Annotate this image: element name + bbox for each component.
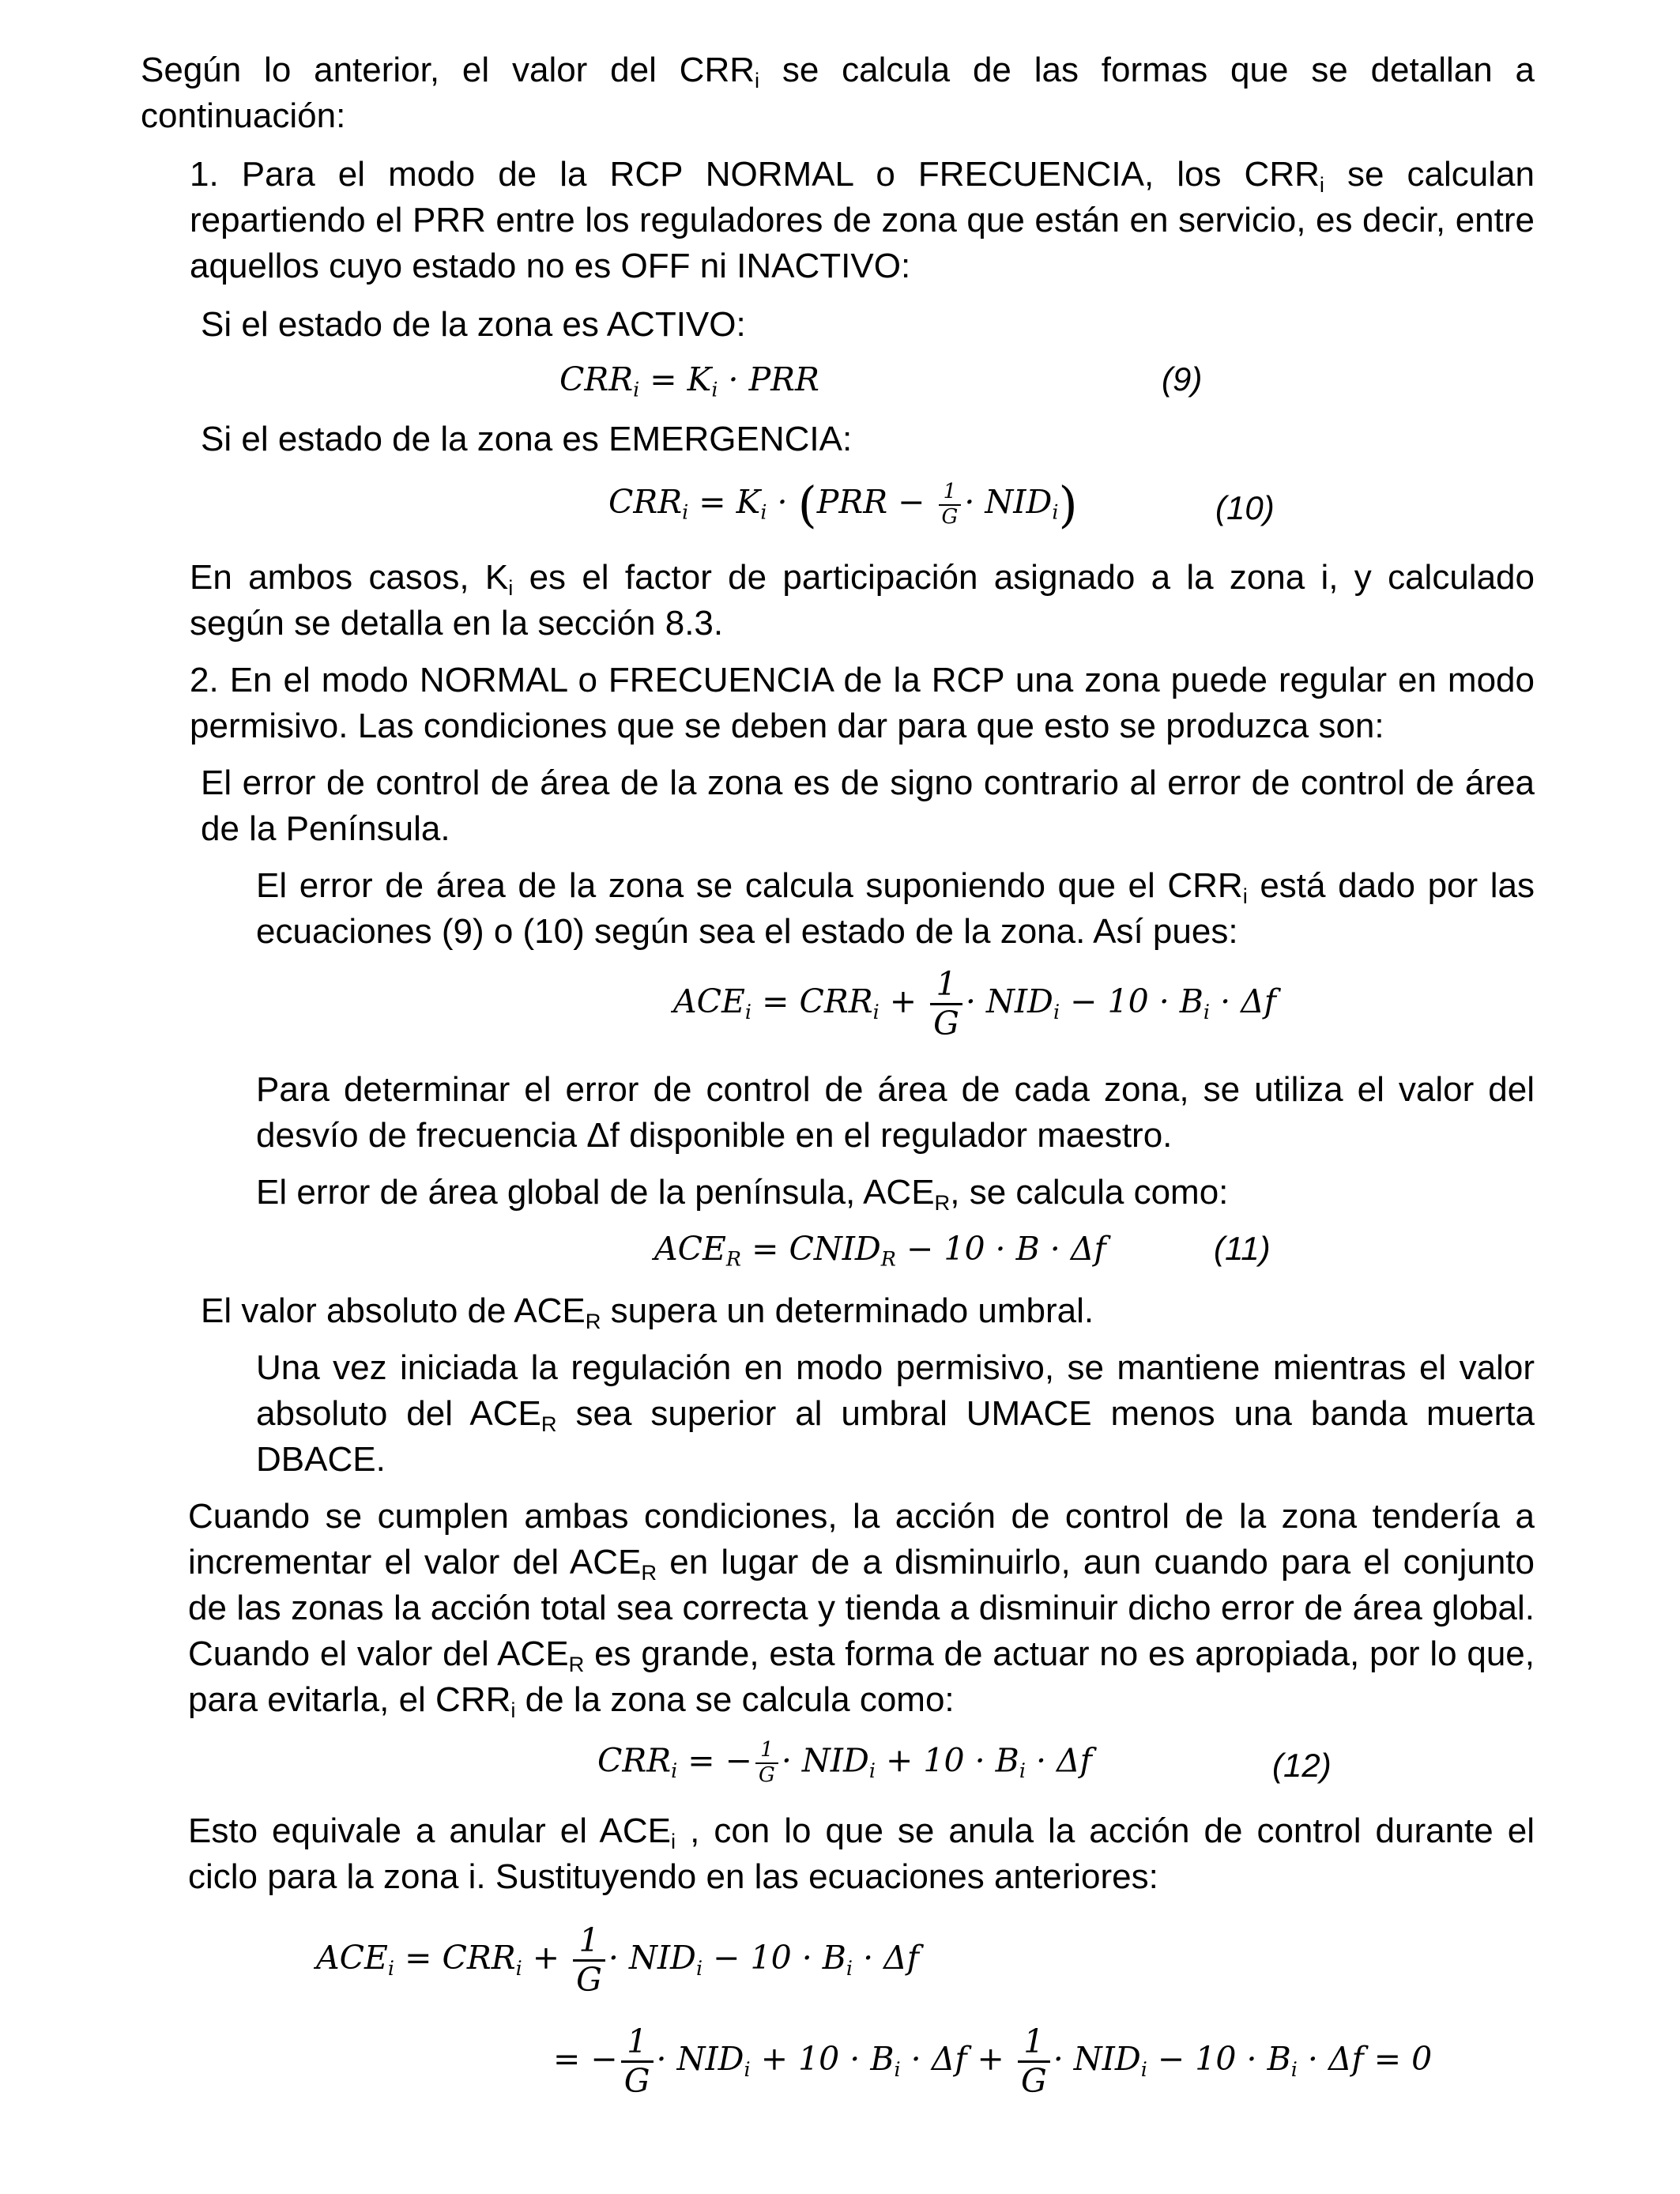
intro-paragraph — [141, 47, 1535, 139]
math-token: 1 — [1023, 2022, 1045, 2060]
math-token: supera un determinado umbral. — [601, 1291, 1094, 1330]
math-token: i — [387, 1955, 395, 1980]
fraction — [755, 1739, 778, 1788]
item-1-text: 1. Para el modo de la RCP NORMAL o FRECUENCIA, los CRR — [190, 155, 1320, 194]
condition-1-text: El error de control de área de la zona es de signo contrario al error de control de área de la Península. — [201, 763, 1535, 848]
math-token: − 10 · B — [1060, 982, 1203, 1021]
math-token: = CRR — [394, 1939, 516, 1977]
math-token: · NID — [1053, 2040, 1141, 2079]
math-token: + — [522, 1939, 571, 1977]
math-token: ACE — [316, 1939, 388, 1977]
math-token: i — [711, 377, 718, 401]
final-equation-line-1 — [316, 1922, 919, 1999]
math-token: i — [894, 2056, 901, 2081]
math-token: es grande, esta forma de actuar no es apropiada, por lo que, para evitarla, el CRR — [188, 1634, 1535, 1719]
condition-1 — [201, 760, 1535, 852]
fraction — [621, 2023, 654, 2100]
math-token: , con lo que se anula la acción de control durante el ciclo para la zona i. Sustituyendo en las ecuaciones anteriores: — [188, 1811, 1535, 1896]
math-token: i — [1052, 499, 1059, 524]
math-token: es el factor de participación asignado a la zona i, y calculado según se detalla en la sección 8.3. — [190, 558, 1535, 643]
math-token: i — [846, 1955, 853, 1980]
equation-10-number: (10) — [1215, 489, 1275, 526]
math-token: = K — [688, 483, 761, 521]
math-token: PRR − — [816, 483, 936, 521]
math-token: de la zona se calcula como: — [515, 1680, 955, 1719]
emergencia-line: Si el estado de la zona es EMERGENCIA: — [201, 420, 853, 458]
math-token: El error de área global de la península, ACE — [256, 1173, 935, 1212]
math-token: i — [1140, 2056, 1147, 2081]
math-token: G — [621, 2060, 654, 2100]
math-token: R — [725, 1246, 742, 1271]
condition-2 — [201, 1288, 1535, 1334]
ambos-paragraph — [190, 555, 1535, 647]
math-token: CRR — [597, 1741, 672, 1780]
math-token: 1 — [760, 1738, 774, 1762]
equation-12 — [597, 1739, 1092, 1788]
math-token: 1 — [936, 965, 957, 1003]
math-token: está dado por las ecuaciones (9) o (10) según sea el estado de la zona. Así pues: — [256, 866, 1535, 951]
math-token: R — [880, 1246, 896, 1271]
error-zona-paragraph — [256, 863, 1535, 955]
math-token: i — [1242, 884, 1248, 909]
para-determinar-paragraph: Para determinar el error de control de área de cada zona, se utiliza el valor del desvío de frecuencia Δf disponible en el regulador maestro. — [256, 1070, 1535, 1155]
math-token: R — [585, 1309, 601, 1334]
fraction — [930, 966, 962, 1042]
math-token: = K — [639, 360, 712, 398]
math-token: i — [1019, 1759, 1026, 1783]
math-token: = − — [553, 2040, 618, 2079]
fraction — [939, 481, 962, 530]
math-token: · NID — [656, 2040, 744, 2079]
math-token: sea superior al umbral UMACE menos una banda muerta DBACE. — [256, 1394, 1535, 1479]
equation-10 — [608, 476, 1078, 533]
math-token: i — [744, 999, 752, 1023]
math-token: i — [868, 1759, 876, 1783]
math-token: i — [695, 1955, 703, 1980]
math-token: · NID — [964, 483, 1053, 521]
math-token: G — [939, 504, 962, 530]
math-token: G — [573, 1959, 605, 1999]
math-token: i — [633, 377, 640, 401]
math-token: − 10 · B — [703, 1939, 846, 1977]
final-equation-line-2 — [553, 2023, 1432, 2100]
equation-9 — [559, 360, 819, 401]
math-token: − 10 · B — [1147, 2040, 1291, 2079]
intro-text-cont: se calcula de las formas que se detallan a continuación: — [141, 51, 1535, 135]
math-token: ACE — [654, 1230, 726, 1268]
math-token: G — [1018, 2060, 1050, 2100]
math-token: En ambos casos, K — [190, 558, 509, 597]
math-token: en lugar de a disminuirlo, aun cuando para el conjunto de las zonas la acción total sea correcta y tienda a disminuir dicho error de área global. Cuando el valor del ACE — [188, 1543, 1535, 1673]
math-token: CRR — [608, 483, 683, 521]
activo-line: Si el estado de la zona es ACTIVO: — [201, 305, 746, 344]
item-2-paragraph: 2. En el modo NORMAL o FRECUENCIA de la RCP una zona puede regular en modo permisivo. Las condiciones que se deben dar para que esto se produzca son: — [190, 661, 1535, 745]
math-token: · — [767, 483, 798, 521]
math-token: i — [1290, 2056, 1298, 2081]
math-token: El valor absoluto de ACE — [201, 1291, 586, 1330]
math-token: · Δf — [1025, 1741, 1092, 1780]
math-token: · NID — [965, 982, 1053, 1021]
math-token: · PRR — [718, 360, 819, 398]
math-token: + — [879, 982, 928, 1021]
cuando-paragraph — [188, 1494, 1535, 1723]
math-token: + 10 · B — [875, 1741, 1019, 1780]
math-token: · Δf — [853, 1939, 919, 1977]
math-token: 1 — [627, 2022, 648, 2060]
math-token: · NID — [781, 1741, 869, 1780]
math-token: G — [930, 1003, 962, 1042]
math-token: = CNID — [741, 1230, 881, 1268]
math-token: ( — [797, 476, 817, 533]
equation-ace-i — [673, 966, 1276, 1042]
math-token: − 10 · B · Δf — [895, 1230, 1106, 1268]
math-token: R — [934, 1190, 951, 1216]
math-token: i — [682, 499, 689, 524]
math-token: i — [671, 1829, 676, 1854]
una-vez-paragraph — [256, 1345, 1535, 1483]
math-token: · Δf = 0 — [1297, 2040, 1433, 2079]
math-token: i — [508, 575, 514, 601]
equation-11-number: (11) — [1214, 1230, 1271, 1267]
equation-11 — [654, 1230, 1106, 1271]
intro-text: Según lo anterior, el valor del CRR — [141, 51, 755, 89]
math-token: ACE — [673, 982, 745, 1021]
math-token: · Δf + — [900, 2040, 1015, 2079]
math-token: · Δf — [1210, 982, 1276, 1021]
math-token: = CRR — [751, 982, 873, 1021]
math-token: i — [760, 499, 767, 524]
math-token: i — [1203, 999, 1211, 1023]
math-token: Una vez iniciada la regulación en modo permisivo, se mantiene mientras el valor absoluto del ACE — [256, 1348, 1535, 1433]
math-token: = − — [677, 1741, 753, 1780]
math-token: CRR — [559, 360, 634, 398]
math-token: ) — [1058, 476, 1078, 533]
math-token: i — [744, 2056, 751, 2081]
equivale-paragraph — [188, 1808, 1535, 1900]
math-token: El error de área de la zona se calcula suponiendo que el CRR — [256, 866, 1243, 905]
math-token: + 10 · B — [750, 2040, 895, 2079]
equation-9-number: (9) — [1162, 360, 1203, 398]
equation-12-number: (12) — [1272, 1747, 1332, 1784]
math-token: R — [641, 1560, 657, 1585]
math-token: G — [755, 1762, 778, 1788]
math-token: 1 — [943, 479, 957, 503]
math-token: Esto equivale a anular el ACE — [188, 1811, 672, 1850]
math-token: i — [510, 1698, 516, 1723]
math-token: · NID — [608, 1939, 696, 1977]
math-token: R — [541, 1412, 557, 1437]
math-token: 1 — [578, 1921, 600, 1959]
subscript: i — [1319, 172, 1324, 198]
item-1-text-cont: se calculan repartiendo el PRR entre los reguladores de zona que están en servicio, es decir, entre aquellos cuyo estado no es OFF ni INACTIVO: — [190, 155, 1535, 285]
fraction — [573, 1922, 605, 1999]
math-token: R — [568, 1652, 585, 1677]
math-token: , se calcula como: — [950, 1173, 1229, 1212]
math-token: i — [515, 1955, 522, 1980]
math-token: i — [872, 999, 880, 1023]
math-token: Cuando se cumplen ambas condiciones, la acción de control de la zona tendería a incrementar el valor del ACE — [188, 1497, 1535, 1581]
fraction — [1018, 2023, 1050, 2100]
global-line — [256, 1170, 1535, 1216]
item-1-paragraph — [190, 152, 1535, 289]
math-token: i — [1053, 999, 1060, 1023]
math-token: i — [671, 1759, 678, 1783]
subscript: i — [755, 68, 760, 93]
